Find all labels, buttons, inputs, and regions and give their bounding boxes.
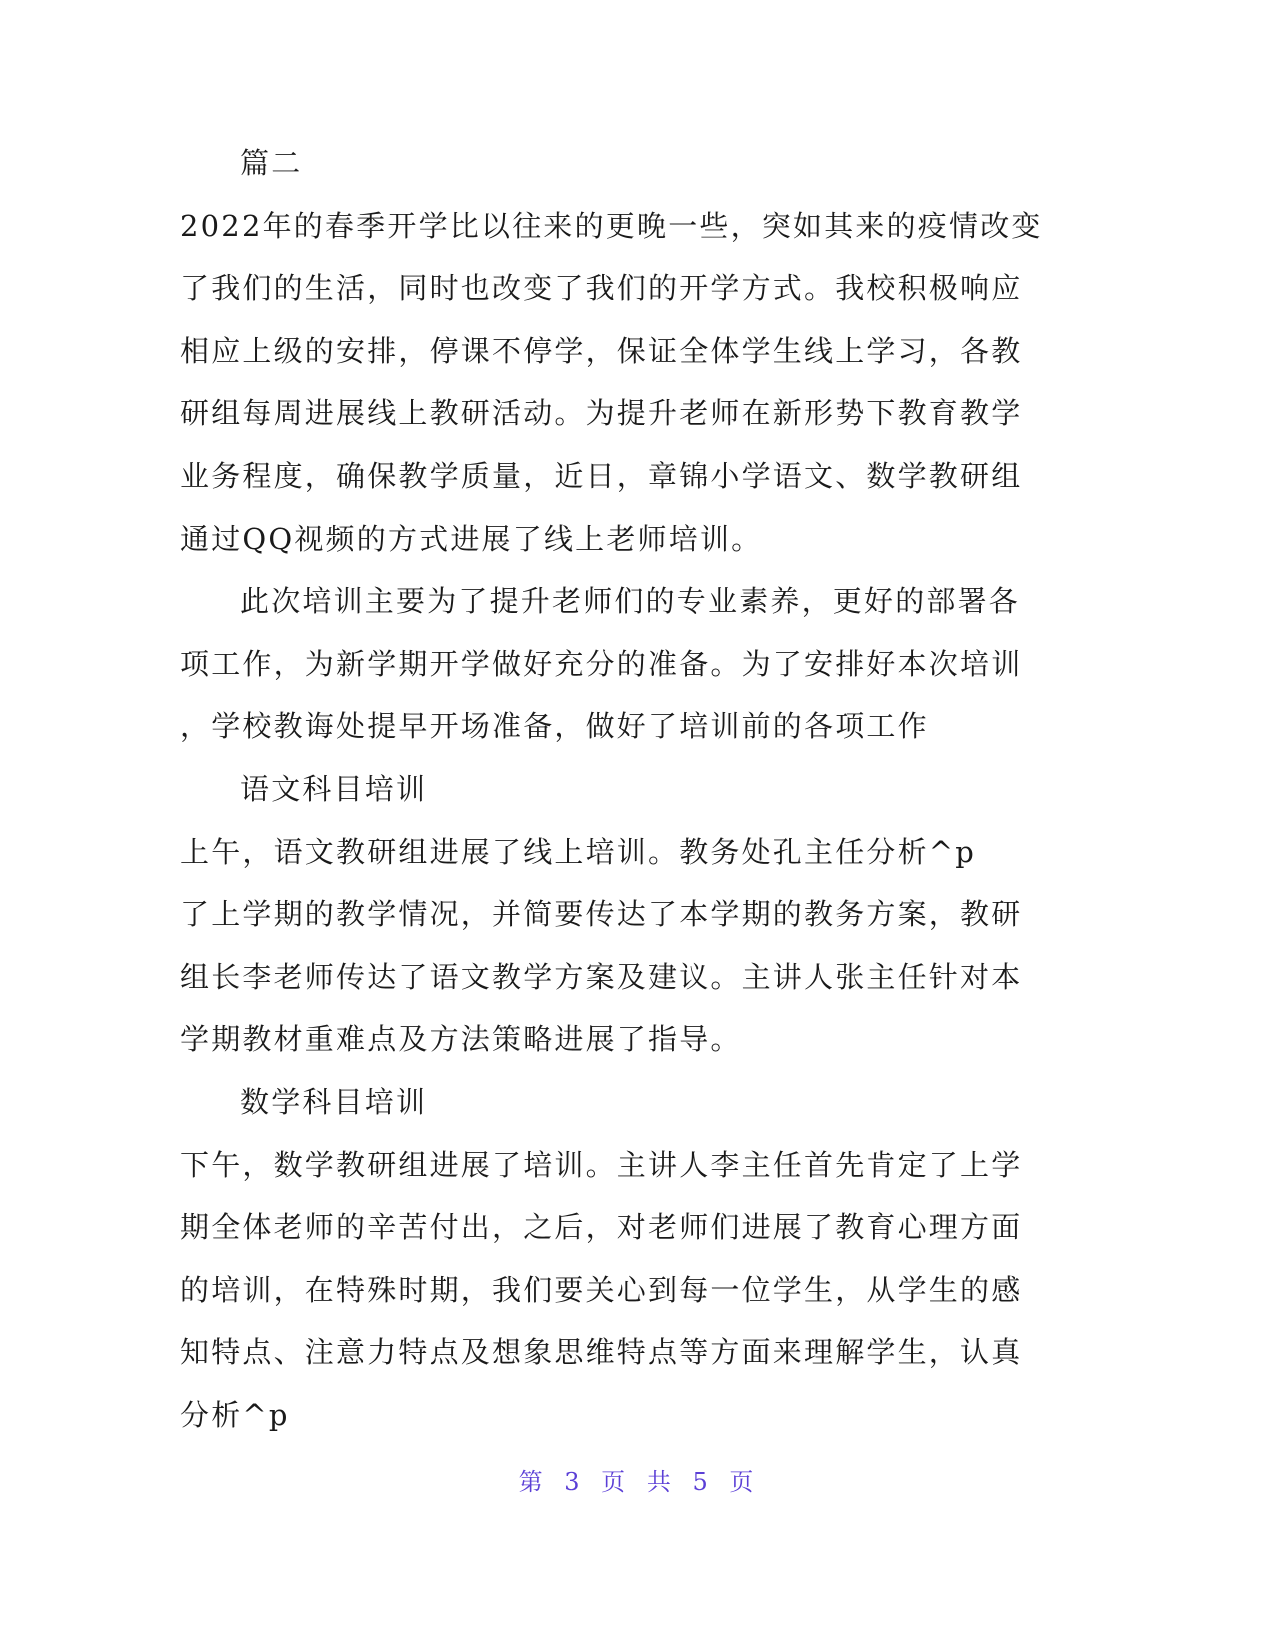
text-line: 数学科目培训: [240, 1084, 428, 1119]
text-line: 篇二: [240, 146, 303, 180]
text-line: 的培训，在特殊时期，我们要关心到每一位学生，从学生的感: [180, 1272, 1023, 1307]
text-line: 语文科目培训: [240, 771, 428, 806]
text-line: 业务程度，确保教学质量，近日，章锦小学语文、数学教研组: [180, 458, 1023, 493]
footer-label-ye: 页: [601, 1468, 629, 1496]
text-line: 通过QQ视频的方式进展了线上老师培训。: [180, 521, 763, 556]
footer-current-page: 3: [564, 1468, 583, 1496]
page-footer: [0, 1462, 1275, 1497]
text-line: 上午，语文教研组进展了线上培训。教务处孔主任分析^p: [180, 834, 977, 869]
footer-label-gong: 共: [646, 1468, 674, 1496]
text-line: 学期教材重难点及方法策略进展了指导。: [180, 1022, 742, 1057]
text-line: 了上学期的教学情况，并简要传达了本学期的教务方案，教研: [180, 897, 1023, 932]
text-line: 相应上级的安排，停课不停学，保证全体学生线上学习，各教: [180, 333, 1023, 368]
text-line: 组长李老师传达了语文教学方案及建议。主讲人张主任针对本: [180, 959, 1023, 994]
text-line: 此次培训主要为了提升老师们的专业素养，更好的部署各: [240, 584, 1021, 619]
footer-label-di: 第: [518, 1468, 546, 1496]
text-line: 期全体老师的辛苦付出，之后，对老师们进展了教育心理方面: [180, 1210, 1023, 1245]
text-line: 知特点、注意力特点及想象思维特点等方面来理解学生，认真: [180, 1335, 1023, 1370]
text-line: 2022年的春季开学比以往来的更晚一些，突如其来的疫情改变: [180, 208, 1043, 243]
text-line: 分析^p: [180, 1397, 290, 1432]
text-line: 了我们的生活，同时也改变了我们的开学方式。我校积极响应: [180, 271, 1023, 306]
text-line: ，学校教诲处提早开场准备，做好了培训前的各项工作: [180, 709, 929, 744]
footer-total-pages: 5: [692, 1468, 711, 1496]
text-line: 下午，数学教研组进展了培训。主讲人李主任首先肯定了上学: [180, 1147, 1023, 1182]
text-line: 项工作，为新学期开学做好充分的准备。为了安排好本次培训: [180, 646, 1023, 681]
document-body: [180, 132, 1043, 1446]
text-line: 研组每周进展线上教研活动。为提升老师在新形势下教育教学: [180, 396, 1023, 431]
footer-label-ye-2: 页: [729, 1468, 757, 1496]
